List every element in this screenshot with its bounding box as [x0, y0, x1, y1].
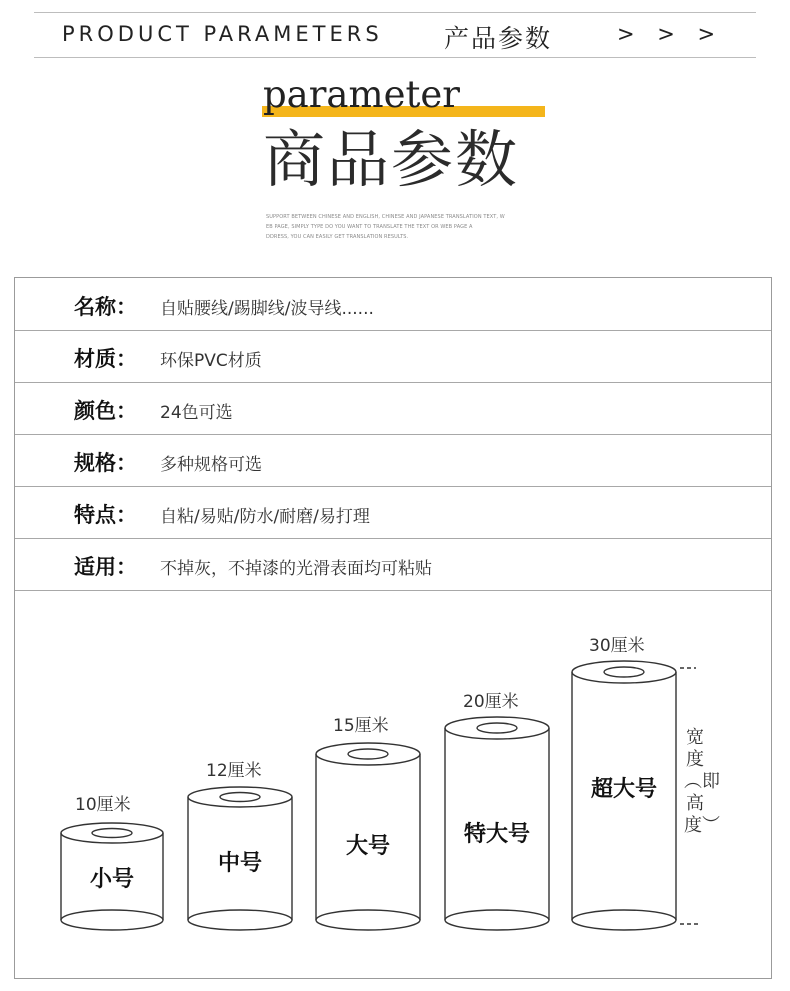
roll-size-label: 30厘米 — [589, 636, 645, 656]
roll-size-label: 15厘米 — [333, 716, 389, 736]
param-value: 自粘/易贴/防水/耐磨/易打理 — [160, 507, 370, 527]
heading-title-en: parameter — [263, 73, 460, 116]
roll-name: 小号 — [89, 867, 134, 892]
param-value: 24色可选 — [160, 403, 233, 423]
height-note: 宽度︵即高度︶ — [684, 727, 720, 836]
roll-size-label: 20厘米 — [463, 692, 519, 712]
param-key: 材质： — [74, 347, 137, 371]
roll-size-label: 12厘米 — [206, 761, 262, 781]
roll-name: 特大号 — [463, 822, 530, 847]
param-key: 规格： — [74, 451, 137, 475]
roll-name: 大号 — [345, 834, 390, 859]
banner-arrows: > > > — [617, 22, 724, 46]
roll-name: 超大号 — [590, 777, 657, 802]
param-value: 不掉灰，不掉漆的光滑表面均可粘贴 — [160, 559, 432, 579]
param-key: 适用： — [74, 555, 137, 579]
param-value: 自贴腰线/踢脚线/波导线...... — [160, 299, 374, 319]
heading-small-line: DDRESS, YOU CAN EASILY GET TRANSLATION RESULTS. — [266, 234, 409, 240]
param-key: 颜色： — [74, 399, 137, 423]
param-key: 名称： — [74, 295, 137, 319]
banner-title-en: PRODUCT PARAMETERS — [62, 22, 383, 46]
param-value: 多种规格可选 — [160, 455, 262, 475]
param-key: 特点： — [74, 503, 137, 527]
heading-title-cn: 商品参数 — [263, 123, 520, 196]
heading-small-line: SUPPORT BETWEEN CHINESE AND ENGLISH, CHINESE AND JAPANESE TRANSLATION TEXT, W — [266, 214, 505, 220]
heading-small-line: EB PAGE, SIMPLY TYPE DO YOU WANT TO TRANSLATE THE TEXT OR WEB PAGE A — [266, 224, 473, 230]
banner-title-cn: 产品参数 — [444, 24, 553, 53]
roll-size-label: 10厘米 — [75, 795, 131, 815]
roll-name: 中号 — [217, 851, 262, 876]
param-value: 环保PVC材质 — [160, 351, 262, 371]
